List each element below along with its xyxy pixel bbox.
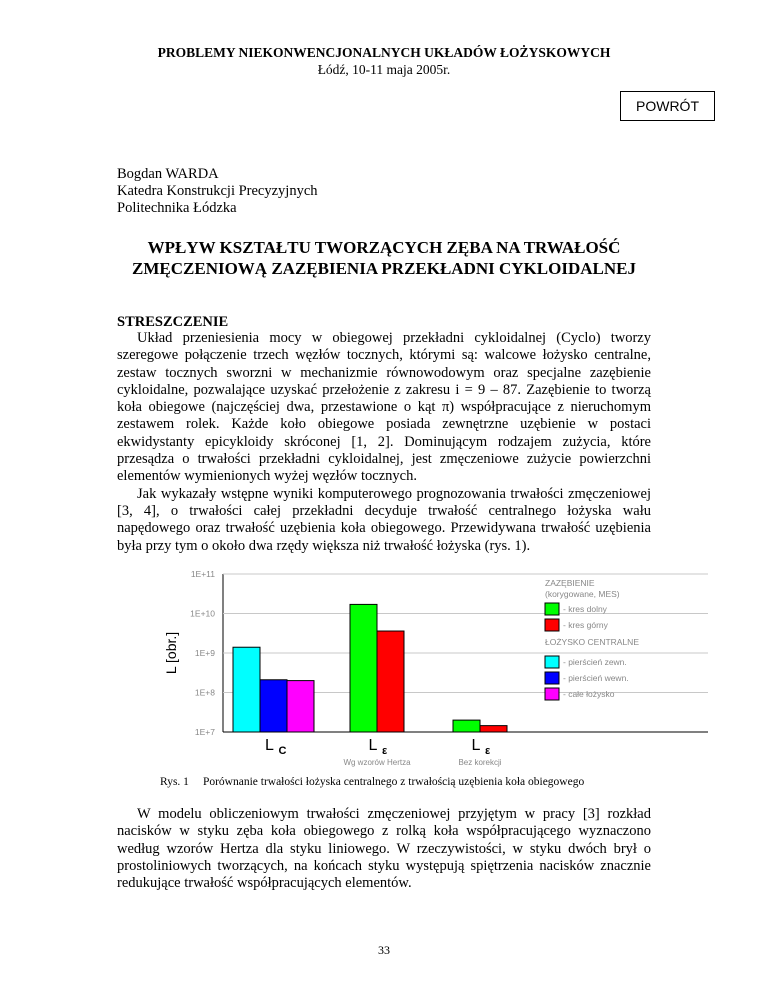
chart-x-label: L: [265, 737, 274, 754]
chart-bar: [480, 726, 507, 732]
chart-y-ticks: [190, 569, 215, 737]
paper-title: [0, 237, 768, 279]
legend-swatch: [545, 672, 559, 684]
chart-bar: [350, 604, 377, 732]
legend-item-label: - pierścień wewn.: [563, 673, 629, 683]
chart-bars: [233, 604, 507, 732]
chart-y-tick-label: 1E+7: [194, 727, 215, 737]
abstract-body: [117, 330, 651, 555]
chart-y-label: L [obr.]: [163, 631, 179, 675]
chart-bar: [377, 631, 404, 732]
legend-item-label: - pierścień zewn.: [563, 657, 627, 667]
back-button[interactable]: POWRÓT: [620, 91, 715, 121]
legend-title: ŁOŻYSKO CENTRALNE: [545, 637, 639, 647]
figure-caption: [160, 776, 584, 788]
paper-title-line1: WPŁYW KSZTAŁTU TWORZĄCYCH ZĘBA NA TRWAŁOŚĆ: [147, 238, 621, 257]
chart-x-sublabel: Bez korekcji: [458, 758, 502, 767]
figure-number: Rys. 1: [160, 776, 189, 788]
abstract-heading: STRESZCZENIE: [117, 314, 229, 330]
legend-item-label: - kres górny: [563, 620, 608, 630]
chart-x-label: L: [368, 737, 378, 754]
body-text: [117, 806, 651, 892]
author-name: Bogdan WARDA: [117, 166, 219, 182]
chart-y-tick-label: 1E+10: [190, 608, 215, 619]
chart-legend: [545, 578, 639, 700]
chart-x-label-subscript: ε: [382, 745, 388, 757]
chart-bar: [260, 680, 287, 732]
chart-x-sublabel: Wg wzorów Hertza: [343, 758, 411, 767]
chart-x-label-subscript: C: [278, 745, 287, 757]
figure-caption-text: Porównanie trwałości łożyska centralnego z trwałością uzębienia koła obiegowego: [202, 776, 585, 788]
legend-subtitle: (korygowane, MES): [545, 589, 620, 599]
body-paragraph-1: W modelu obliczeniowym trwałości zmęczeniowej przyjętym w pracy [3] rozkład nacisków w styku zęba koła obiegowego z rolką koła współpracującego wyznaczono według wzorów Hertza dla styku liniowego. W rzeczywistości, w styku dwóch brył o prostoliniowych tworzących, na końcach styku występują spiętrzenia nacisków znacznie redukujące trwałość współpracujących elementów.: [117, 806, 651, 892]
chart-bar: [453, 720, 480, 732]
chart-y-tick-label: 1E+9: [194, 648, 215, 658]
legend-title: ZAZĘBIENIE: [545, 578, 595, 588]
legend-swatch: [545, 603, 559, 615]
chart-y-tick-label: 1E+8: [194, 687, 215, 698]
abstract-paragraph-1: Układ przeniesienia mocy w obiegowej przekładni cykloidalnej (Cyclo) tworzy szeregowe połączenie trzech węzłów tocznych, którymi są: walcowe łożysko centralne, zestaw tocznych sworzni w mechanizmie równowodowym oraz specjalne zazębienie cykloidalne, pozwalające uzyskać przełożenie z zakresu i = 9 – 87. Zazębienie to tworzą koła obiegowe (najczęściej dwa, przestawione o kąt π) współpracujące z nieruchomym zestawem rolek. Każde koło obiegowe posiada zewnętrzne uzębienie w postaci ekwidystanty epicykloidy skróconej [1, 2]. Dominującym rodzajem zużycia, które przesądza o trwałości przekładni cykloidalnej, jest zmęczeniowe zużycie powierzchni elementów wymienionych wyżej węzłów tocznych.: [117, 330, 651, 485]
legend-swatch: [545, 656, 559, 668]
legend-item-label: - całe łożysko: [563, 689, 615, 699]
abstract-paragraph-2: Jak wykazały wstępne wyniki komputerowego prognozowania trwałości zmęczeniowej [3, 4], o trwałości całej przekładni decyduje trwałość centralnego łożyska wału napędowego oraz trwałość uzębienia koła obiegowego. Przewidywana trwałość uzębienia była przy tym o około dwa rzędy większa niż trwałość łożyska (rys. 1).: [117, 485, 651, 554]
conference-date: Łódź, 10-11 maja 2005r.: [317, 62, 451, 77]
legend-item-label: - kres dolny: [563, 604, 607, 614]
author-block: [117, 166, 318, 217]
chart-y-tick-label: 1E+11: [190, 569, 215, 579]
chart-x-labels: [265, 737, 502, 767]
chart-bar: [287, 681, 314, 732]
conference-title: PROBLEMY NIEKONWENCJONALNYCH UKŁADÓW ŁOŻYSKOWYCH: [157, 45, 611, 60]
legend-swatch: [545, 619, 559, 631]
author-department: Katedra Konstrukcji Precyzyjnych: [117, 183, 318, 199]
paper-title-line2: ZMĘCZENIOWĄ ZAZĘBIENIA PRZEKŁADNI CYKLOIDALNEJ: [132, 259, 636, 278]
durability-chart: [160, 562, 720, 772]
chart-x-label: L: [471, 737, 481, 754]
chart-x-label-subscript: ε: [485, 745, 491, 757]
chart-bar: [233, 647, 260, 732]
author-university: Politechnika Łódzka: [117, 200, 237, 216]
page-number: 33: [378, 943, 390, 957]
legend-swatch: [545, 688, 559, 700]
